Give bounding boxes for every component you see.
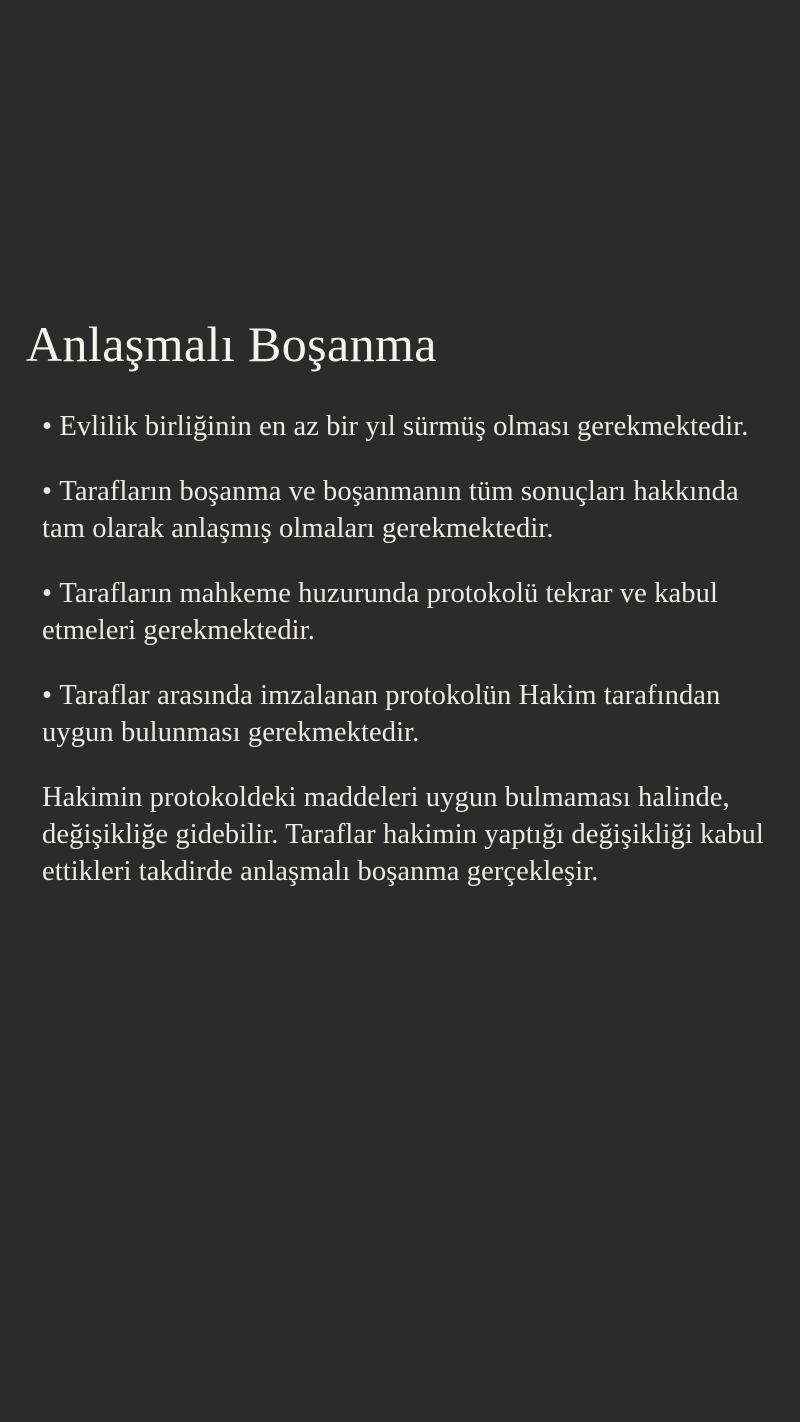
page-title: Anlaşmalı Boşanma	[26, 315, 437, 372]
bullet-item: • Taraflar arasında imzalanan protokolün Hakim tarafından uygun bulunması gerekmektedir.	[42, 677, 772, 751]
bullet-item: • Tarafların mahkeme huzurunda protokolü tekrar ve kabul etmeleri gerekmektedir.	[42, 575, 772, 649]
bullet-item: • Tarafların boşanma ve boşanmanın tüm sonuçları hakkında tam olarak anlaşmış olmaları gerekmektedir.	[42, 473, 772, 547]
bullet-item: • Evlilik birliğinin en az bir yıl sürmüş olması gerekmektedir.	[42, 408, 772, 445]
closing-paragraph: Hakimin protokoldeki maddeleri uygun bulmaması halinde, değişikliğe gidebilir. Taraflar hakimin yaptığı değişikliği kabul ettikleri takdirde anlaşmalı boşanma gerçekleşir.	[42, 782, 764, 888]
document-body	[42, 408, 772, 890]
